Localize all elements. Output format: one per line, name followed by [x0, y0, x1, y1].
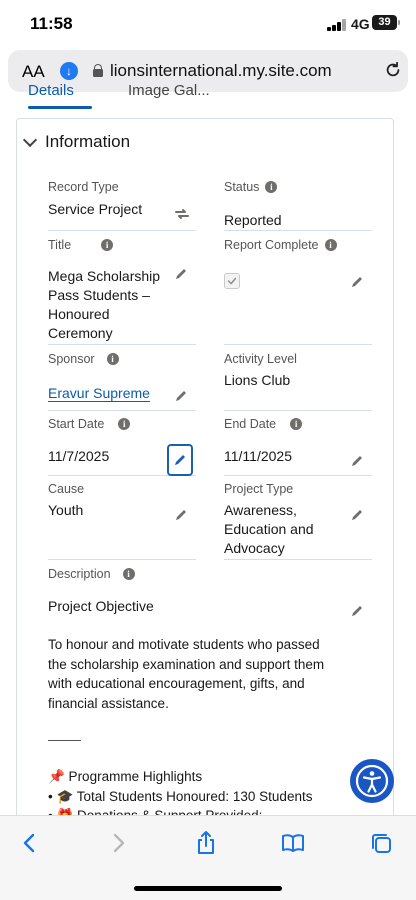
edit-pencil-icon[interactable]	[349, 274, 365, 290]
info-icon[interactable]: i	[265, 181, 277, 193]
info-icon[interactable]: i	[325, 239, 337, 251]
tabs-icon[interactable]	[368, 830, 394, 856]
field-label: Project Type	[224, 482, 294, 496]
change-record-type-icon[interactable]	[174, 206, 190, 222]
field-sponsor	[48, 352, 196, 411]
field-label-text: Sponsor	[48, 352, 95, 366]
highlights-heading: 📌 Programme Highlights	[48, 769, 203, 784]
share-icon[interactable]	[193, 830, 219, 856]
battery-icon: 39	[372, 15, 397, 30]
accessibility-icon	[350, 759, 394, 803]
field-label	[224, 180, 277, 194]
bookmarks-icon[interactable]	[280, 830, 306, 856]
edit-pencil-icon[interactable]	[349, 453, 365, 469]
field-label	[48, 567, 135, 581]
field-value: 11/7/2025	[48, 448, 110, 464]
tab-image-gallery[interactable]: Image Gal...	[128, 82, 210, 99]
project-type-line: Education and	[224, 521, 314, 537]
network-type: 4G	[351, 16, 370, 32]
field-value: 11/11/2025	[224, 448, 292, 464]
description-line: with educational encouragement, gifts, and	[48, 676, 305, 691]
field-record-type	[48, 180, 196, 231]
field-cause	[48, 482, 196, 560]
text-size-button[interactable]: AA	[22, 62, 45, 81]
edit-pencil-icon[interactable]	[173, 388, 189, 404]
field-label	[48, 238, 113, 252]
field-label-text: Start Date	[48, 417, 105, 431]
download-icon[interactable]: ↓	[60, 62, 78, 80]
highlight-item: • 🎓 Total Students Honoured: 130 Students	[48, 789, 313, 804]
title-line: Ceremony	[48, 325, 113, 341]
edit-start-date-button[interactable]	[167, 444, 193, 476]
field-value: Service Project	[48, 201, 143, 217]
active-tab-indicator	[28, 106, 92, 109]
field-value	[48, 267, 160, 343]
info-icon[interactable]: i	[101, 239, 113, 251]
field-label-text: Status	[224, 180, 260, 194]
information-section-toggle[interactable]	[25, 132, 130, 152]
home-indicator	[134, 886, 282, 891]
info-icon[interactable]: i	[107, 353, 119, 365]
title-line: Honoured	[48, 306, 110, 322]
info-icon[interactable]: i	[290, 418, 302, 430]
field-label: Cause	[48, 482, 85, 496]
project-type-line: Advocacy	[224, 540, 285, 556]
field-value: Reported	[224, 212, 282, 228]
field-end-date	[224, 417, 372, 476]
info-icon[interactable]: i	[123, 568, 135, 580]
page-content	[0, 82, 416, 815]
forward-icon[interactable]	[105, 830, 131, 856]
field-activity-level	[224, 352, 372, 411]
field-description	[48, 567, 372, 614]
description-body	[48, 635, 324, 713]
field-label	[224, 417, 302, 431]
field-start-date	[48, 417, 196, 476]
back-icon[interactable]	[17, 830, 43, 856]
edit-pencil-icon[interactable]	[349, 603, 365, 619]
field-title	[48, 238, 196, 345]
field-label	[224, 238, 337, 252]
field-label: Record Type	[48, 180, 119, 194]
field-label-text: End Date	[224, 417, 277, 431]
field-project-type	[224, 482, 372, 560]
sponsor-link[interactable]: Eravur Supreme	[48, 385, 150, 401]
info-icon[interactable]: i	[118, 418, 130, 430]
field-value: Lions Club	[224, 372, 291, 388]
edit-pencil-icon[interactable]	[173, 266, 189, 282]
field-label: Activity Level	[224, 352, 297, 366]
chevron-down-icon	[23, 132, 37, 146]
record-tabs	[28, 82, 388, 114]
lock-icon	[93, 64, 103, 77]
title-line: Pass Students –	[48, 287, 150, 303]
clock: 11:58	[30, 14, 73, 33]
status-bar	[0, 0, 416, 48]
field-report-complete	[224, 238, 372, 345]
report-complete-checkbox	[224, 273, 240, 289]
field-status	[224, 180, 372, 231]
description-heading: Project Objective	[48, 598, 154, 614]
signal-icon	[327, 19, 347, 31]
description-line: financial assistance.	[48, 695, 169, 711]
url-domain[interactable]: lionsinternational.my.site.com	[110, 61, 332, 80]
field-value: Youth	[48, 502, 84, 518]
accessibility-button[interactable]	[350, 759, 394, 803]
field-value	[224, 501, 314, 558]
reload-icon[interactable]	[384, 61, 402, 79]
field-label	[48, 417, 130, 431]
description-line: To honour and motivate students who passed	[48, 637, 320, 652]
project-type-line: Awareness,	[224, 502, 297, 518]
field-label-text: Report Complete	[224, 238, 319, 252]
edit-pencil-icon[interactable]	[173, 507, 189, 523]
section-title: Information	[45, 132, 131, 151]
field-label-text: Title	[48, 238, 72, 252]
description-line: the scholarship examination and support them	[48, 656, 325, 672]
title-line: Mega Scholarship	[48, 268, 161, 284]
tab-details[interactable]: Details	[28, 82, 74, 99]
edit-pencil-icon[interactable]	[349, 507, 365, 523]
field-label	[48, 352, 119, 366]
description-divider	[48, 740, 81, 741]
field-label-text: Description	[48, 567, 111, 581]
